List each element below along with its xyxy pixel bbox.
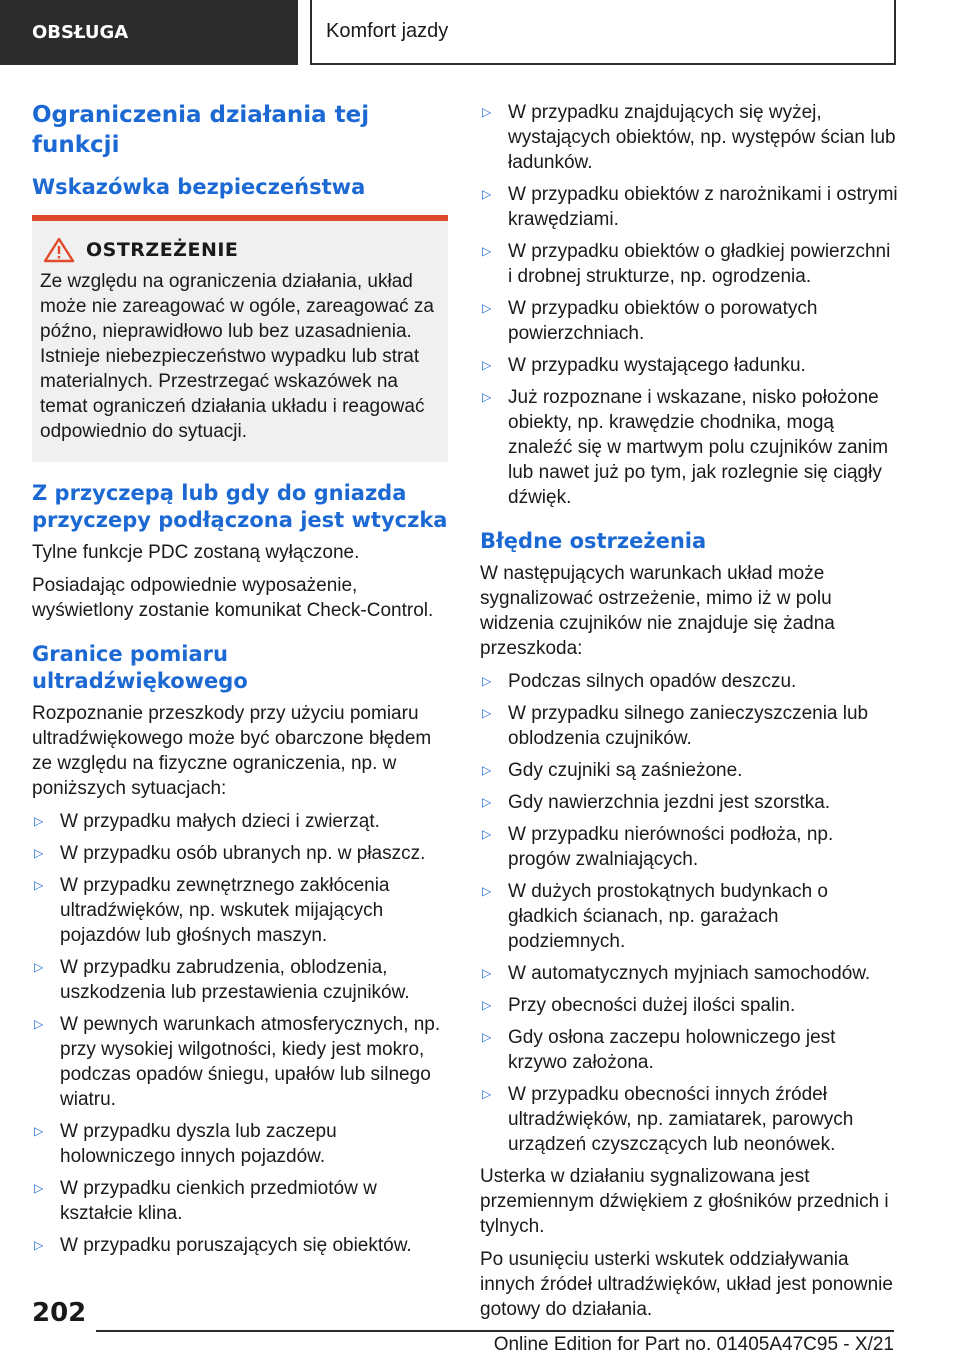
list-item	[32, 841, 448, 866]
list-item	[480, 822, 898, 872]
trailer-paragraph-1: Tylne funkcje PDC zostaną wyłączone.	[32, 542, 360, 563]
safety-heading: Wskazówka bezpieczeństwa	[32, 175, 366, 199]
list-item	[480, 353, 898, 378]
triangle-right-icon: ▷	[482, 674, 492, 688]
list-item	[480, 961, 898, 986]
chapter-tab: OBSŁUGA	[0, 0, 298, 65]
warning-text: Ze względu na ograniczenia działania, układ może nie zareagować w ogóle, zareagować za późno, nieprawidłowo lub bez uzasadnienia. Istnieje niebezpieczeństwo wypadku lub strat materialnych. Przestrzegać wskazówek na temat ograniczeń działania układu i reagować odpowiednio do sytuacji.	[40, 271, 434, 442]
list-item-text: W przypadku nierówności podłoża, np. progów zwalniających.	[508, 824, 834, 870]
ultrasonic-intro: Rozpoznanie przeszkody przy użyciu pomiaru ultradźwiękowego może być obarczone błędem ze względu na fizyczne ograniczenia, np. w poniższych sytuacjach:	[32, 703, 432, 799]
triangle-right-icon: ▷	[34, 846, 44, 860]
list-item-text: Gdy osłona zaczepu holowniczego jest krzywo założona.	[508, 1027, 836, 1073]
list-item	[480, 239, 898, 289]
list-item-text: W przypadku małych dzieci i zwierząt.	[60, 811, 380, 832]
page-title: Ograniczenia działania tej funkcji	[32, 102, 370, 158]
list-item-text: W automatycznych myjniach samochodów.	[508, 963, 871, 984]
warning-triangle-icon	[42, 237, 76, 263]
triangle-right-icon: ▷	[34, 1017, 44, 1031]
list-item-text: W przypadku dyszla lub zaczepu holowniczego innych pojazdów.	[60, 1121, 337, 1167]
triangle-right-icon: ▷	[34, 814, 44, 828]
footer-divider	[96, 1330, 894, 1332]
list-item-text: W pewnych warunkach atmosferycznych, np. przy wysokiej wilgotności, kiedy jest mokro, podczas opadów śniegu, upałów lub silnego wiatru.	[60, 1014, 441, 1110]
triangle-right-icon: ▷	[482, 358, 492, 372]
list-item	[32, 1176, 448, 1226]
list-item	[480, 385, 898, 510]
list-item-text: Przy obecności dużej ilości spalin.	[508, 995, 796, 1016]
list-item	[480, 879, 898, 954]
list-item	[480, 790, 898, 815]
list-item-text: W przypadku obiektów o gładkiej powierzchni i drobnej strukturze, np. ogrodzenia.	[508, 241, 891, 287]
list-item-text: Gdy czujniki są zaśnieżone.	[508, 760, 743, 781]
list-item-text: W przypadku wystającego ładunku.	[508, 355, 806, 376]
right-column	[480, 100, 898, 1330]
warning-header	[40, 237, 440, 263]
triangle-right-icon: ▷	[482, 1030, 492, 1044]
list-item-text: W przypadku zabrudzenia, oblodzenia, uszkodzenia lub przestawienia czujników.	[60, 957, 410, 1003]
closing-paragraph-1: Usterka w działaniu sygnalizowana jest przemiennym dźwiękiem z głośników przednich i tylnych.	[480, 1166, 889, 1237]
triangle-right-icon: ▷	[482, 390, 492, 404]
triangle-right-icon: ▷	[34, 878, 44, 892]
false-warnings-intro: W następujących warunkach układ może sygnalizować ostrzeżenie, mimo iż w polu widzenia czujników nie znajduje się żadna przeszkoda:	[480, 563, 835, 659]
closing-paragraph-2: Po usunięciu usterki wskutek oddziaływania innych źródeł ultradźwięków, układ jest ponownie gotowy do działania.	[480, 1249, 893, 1320]
list-item	[480, 758, 898, 783]
triangle-right-icon: ▷	[482, 763, 492, 777]
list-item	[32, 873, 448, 948]
section-title: Komfort jazdy	[310, 0, 896, 65]
trailer-paragraph-2: Posiadając odpowiednie wyposażenie, wyświetlony zostanie komunikat Check-Control.	[32, 575, 434, 621]
list-item	[480, 182, 898, 232]
list-item-text: W przypadku znajdujących się wyżej, wystających obiektów, np. występów ścian lub ładunków.	[508, 102, 896, 173]
triangle-right-icon: ▷	[482, 884, 492, 898]
triangle-right-icon: ▷	[34, 960, 44, 974]
triangle-right-icon: ▷	[482, 105, 492, 119]
list-item-text: W przypadku zewnętrznego zakłócenia ultradźwięków, np. wskutek mijających pojazdów lub głośnych maszyn.	[60, 875, 390, 946]
list-item	[32, 1012, 448, 1112]
false-warnings-list	[480, 669, 898, 1157]
warning-title: OSTRZEŻENIE	[86, 239, 239, 261]
triangle-right-icon: ▷	[482, 795, 492, 809]
triangle-right-icon: ▷	[482, 966, 492, 980]
list-item-text: W przypadku osób ubranych np. w płaszcz.	[60, 843, 426, 864]
triangle-right-icon: ▷	[482, 187, 492, 201]
false-warnings-heading: Błędne ostrzeżenia	[480, 529, 707, 553]
list-item	[480, 669, 898, 694]
ultrasonic-list-continued	[480, 100, 898, 510]
left-column	[32, 100, 448, 1265]
list-item-text: W przypadku obiektów z narożnikami i ostrymi krawędziami.	[508, 184, 898, 230]
list-item-text: W przypadku obecności innych źródeł ultradźwięków, np. zamiatarek, parowych urządzeń czyszczących lub neonówek.	[508, 1084, 854, 1155]
list-item	[32, 809, 448, 834]
list-item-text: Podczas silnych opadów deszczu.	[508, 671, 797, 692]
ultrasonic-heading: Granice pomiaru ultradźwiękowego	[32, 642, 248, 693]
list-item	[480, 1082, 898, 1157]
list-item-text: Gdy nawierzchnia jezdni jest szorstka.	[508, 792, 831, 813]
list-item	[480, 1025, 898, 1075]
triangle-right-icon: ▷	[482, 706, 492, 720]
triangle-right-icon: ▷	[34, 1238, 44, 1252]
list-item-text: W przypadku cienkich przedmiotów w kształcie klina.	[60, 1178, 377, 1224]
triangle-right-icon: ▷	[482, 827, 492, 841]
triangle-right-icon: ▷	[482, 998, 492, 1012]
list-item-text: Już rozpoznane i wskazane, nisko położone obiekty, np. krawędzie chodnika, mogą znaleźć się w martwym polu czujników zanim lub nawet już po tym, jak rozlegnie się ciągły dźwięk.	[508, 387, 889, 508]
list-item-text: W przypadku silnego zanieczyszczenia lub oblodzenia czujników.	[508, 703, 869, 749]
list-item	[32, 1233, 448, 1258]
triangle-right-icon: ▷	[34, 1124, 44, 1138]
triangle-right-icon: ▷	[34, 1181, 44, 1195]
list-item	[480, 100, 898, 175]
list-item	[480, 296, 898, 346]
page-number: 202	[32, 1298, 87, 1328]
edition-note: Online Edition for Part no. 01405A47C95 - X/21	[493, 1334, 894, 1355]
trailer-heading: Z przyczepą lub gdy do gniazda przyczepy podłączona jest wtyczka	[32, 481, 448, 532]
list-item-text: W przypadku poruszających się obiektów.	[60, 1235, 412, 1256]
list-item-text: W przypadku obiektów o porowatych powierzchniach.	[508, 298, 818, 344]
triangle-right-icon: ▷	[482, 1087, 492, 1101]
list-item	[32, 955, 448, 1005]
list-item-text: W dużych prostokątnych budynkach o gładkich ścianach, np. garażach podziemnych.	[508, 881, 829, 952]
list-item	[480, 701, 898, 751]
warning-box	[32, 215, 448, 462]
triangle-right-icon: ▷	[482, 301, 492, 315]
triangle-right-icon: ▷	[482, 244, 492, 258]
list-item	[480, 993, 898, 1018]
ultrasonic-list	[32, 809, 448, 1258]
list-item	[32, 1119, 448, 1169]
